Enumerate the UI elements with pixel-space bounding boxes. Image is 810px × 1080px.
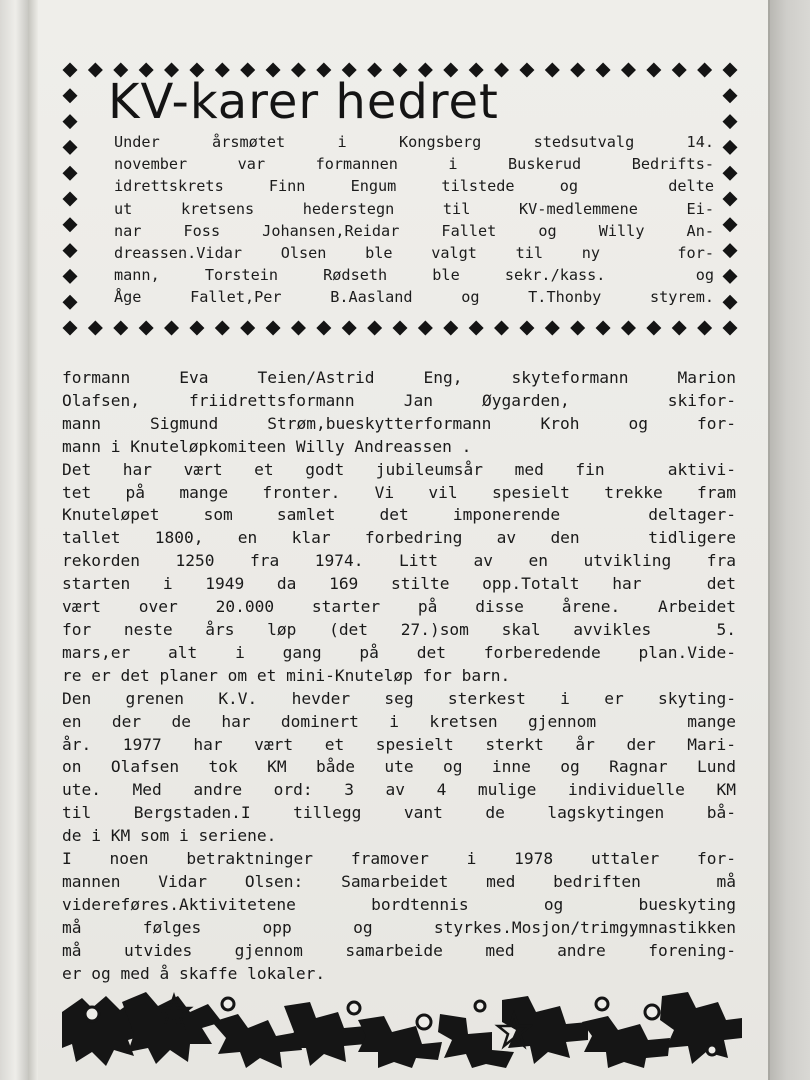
body-line: er og med å skaffe lokaler. (62, 963, 326, 983)
diamond-border-mark (189, 321, 204, 336)
article-body (62, 367, 736, 985)
intro-line: dreassen.Vidar Olsen ble valgt til ny for- (114, 244, 714, 263)
diamond-border-mark (113, 321, 128, 336)
body-line: mann Sigmund Strøm,bueskytterformann Kroh og for- (62, 413, 736, 433)
intro-line: ut kretsens hederstegn til KV-medlemmene Ei- (114, 199, 714, 218)
diamond-border-mark (545, 321, 560, 336)
diamond-border-mark (494, 321, 509, 336)
diamond-border-mark (164, 321, 179, 336)
body-line: ute. Med andre ord: 3 av 4 mulige individuelle KM (62, 780, 736, 800)
diamond-border-mark (723, 88, 738, 103)
body-line: en der de har dominert i kretsen gjennom mange (62, 711, 736, 731)
diamond-border-mark (519, 63, 534, 78)
body-line: til Bergstaden.I tillegg vant de lagskytingen bå- (62, 803, 736, 823)
binding-left-shadow (28, 0, 38, 1080)
intro-line: Under årsmøtet i Kongsberg stedsutvalg 14. (114, 133, 714, 151)
diamond-border-mark (697, 321, 712, 336)
diamond-border-mark (418, 321, 433, 336)
diamond-border-mark (266, 321, 281, 336)
binding-left (0, 0, 29, 1080)
body-line: on Olafsen tok KM både ute og inne og Ragnar Lund (62, 757, 736, 777)
diamond-border-mark (723, 295, 738, 310)
body-line: Olafsen, friidrettsformann Jan Øygarden, skifor- (62, 390, 736, 410)
diamond-border-mark (621, 63, 636, 78)
diamond-border-mark (596, 63, 611, 78)
diamond-border-mark (570, 63, 585, 78)
diamond-border-mark (63, 295, 78, 310)
diamond-border-mark (63, 321, 78, 336)
diamond-border-mark (316, 321, 331, 336)
diamond-border-mark (672, 63, 687, 78)
diamond-border-mark (88, 63, 103, 78)
diamond-border-mark (570, 321, 585, 336)
diamond-border-mark (723, 321, 738, 336)
diamond-border-mark (63, 140, 78, 155)
diamond-border-mark (596, 321, 611, 336)
diamond-border-mark (519, 321, 534, 336)
diamond-border-mark (63, 243, 78, 258)
body-line: formann Eva Teien/Astrid Eng, skyteformann Marion (62, 368, 736, 387)
body-line: de i KM som i seriene. (62, 826, 277, 846)
diamond-border-mark (367, 321, 382, 336)
body-line: Det har vært et godt jubileumsår med fin aktivi- (62, 459, 736, 479)
diamond-border-mark (723, 243, 738, 258)
body-line: Den grenen K.V. hevder seg sterkest i er skyting- (62, 688, 736, 708)
body-line: re er det planer om et mini-Knuteløp for barn. (62, 665, 511, 685)
body-line: mars,er alt i gang på det forberedende plan.Vide- (62, 642, 736, 662)
intro-line: mann, Torstein Rødseth ble sekr./kass. og (114, 266, 714, 285)
article-headline: KV-karer hedret (108, 74, 499, 130)
body-line: starten i 1949 da 169 stilte opp.Totalt har det (62, 574, 736, 594)
diamond-border-mark (723, 192, 738, 207)
diamond-border-mark (240, 321, 255, 336)
intro-line: nar Foss Johansen,Reidar Fallet og Willy An- (114, 221, 714, 240)
body-line: videreføres.Aktivitetene bordtennis og bueskyting (62, 894, 736, 914)
body-line: vært over 20.000 starter på disse årene. Arbeidet (62, 597, 736, 617)
diamond-border-mark (63, 166, 78, 181)
body-line: mann i Knuteløpkomiteen Willy Andreassen . (62, 436, 472, 456)
diamond-border-mark (723, 63, 738, 78)
diamond-border-mark (469, 321, 484, 336)
article-intro (114, 131, 714, 309)
diamond-border-mark (697, 63, 712, 78)
diamond-border-mark (291, 321, 306, 336)
diamond-border-mark (63, 63, 78, 78)
diamond-border-mark (621, 321, 636, 336)
body-line: for neste års løp (det 27.)som skal avvikles 5. (62, 619, 736, 639)
diamond-border-mark (646, 321, 661, 336)
body-line: tallet 1800, en klar forbedring av den tidligere (62, 528, 736, 548)
holly-border-decoration (62, 992, 742, 1068)
diamond-border-mark (393, 321, 408, 336)
diamond-border-mark (63, 269, 78, 284)
diamond-border-mark (63, 88, 78, 103)
diamond-border-mark (342, 321, 357, 336)
diamond-border-mark (723, 217, 738, 232)
diamond-border-mark (63, 217, 78, 232)
diamond-border-mark (723, 166, 738, 181)
body-line: rekorden 1250 fra 1974. Litt av en utvikling fra (62, 551, 736, 571)
intro-line: idrettskrets Finn Engum tilstede og delte (114, 177, 714, 196)
body-line: I noen betraktninger framover i 1978 uttaler for- (62, 849, 736, 869)
body-line: mannen Vidar Olsen: Samarbeidet med bedriften må (62, 871, 736, 891)
diamond-border-mark (646, 63, 661, 78)
diamond-border-mark (723, 140, 738, 155)
body-line: tet på mange fronter. Vi vil spesielt trekke fram (62, 482, 736, 502)
intro-line: november var formannen i Buskerud Bedrifts- (114, 155, 714, 174)
diamond-border-mark (443, 321, 458, 336)
body-line: må følges opp og styrkes.Mosjon/trimgymnastikken (62, 917, 736, 937)
diamond-border-mark (545, 63, 560, 78)
diamond-border-mark (63, 114, 78, 129)
intro-line: Åge Fallet,Per B.Aasland og T.Thonby styrem. (114, 288, 714, 307)
binding-right (768, 0, 810, 1080)
diamond-border-mark (723, 114, 738, 129)
body-line: må utvides gjennom samarbeide med andre forening- (62, 940, 736, 960)
diamond-border-mark (63, 192, 78, 207)
body-line: år. 1977 har vært et spesielt sterkt år der Mari- (62, 734, 736, 754)
diamond-border-mark (672, 321, 687, 336)
diamond-border-mark (139, 321, 154, 336)
diamond-border-mark (723, 269, 738, 284)
diamond-border-mark (88, 321, 103, 336)
holly-leaves-icon (62, 992, 742, 1068)
diamond-border-mark (215, 321, 230, 336)
body-line: Knuteløpet som samlet det imponerende deltager- (62, 505, 736, 525)
